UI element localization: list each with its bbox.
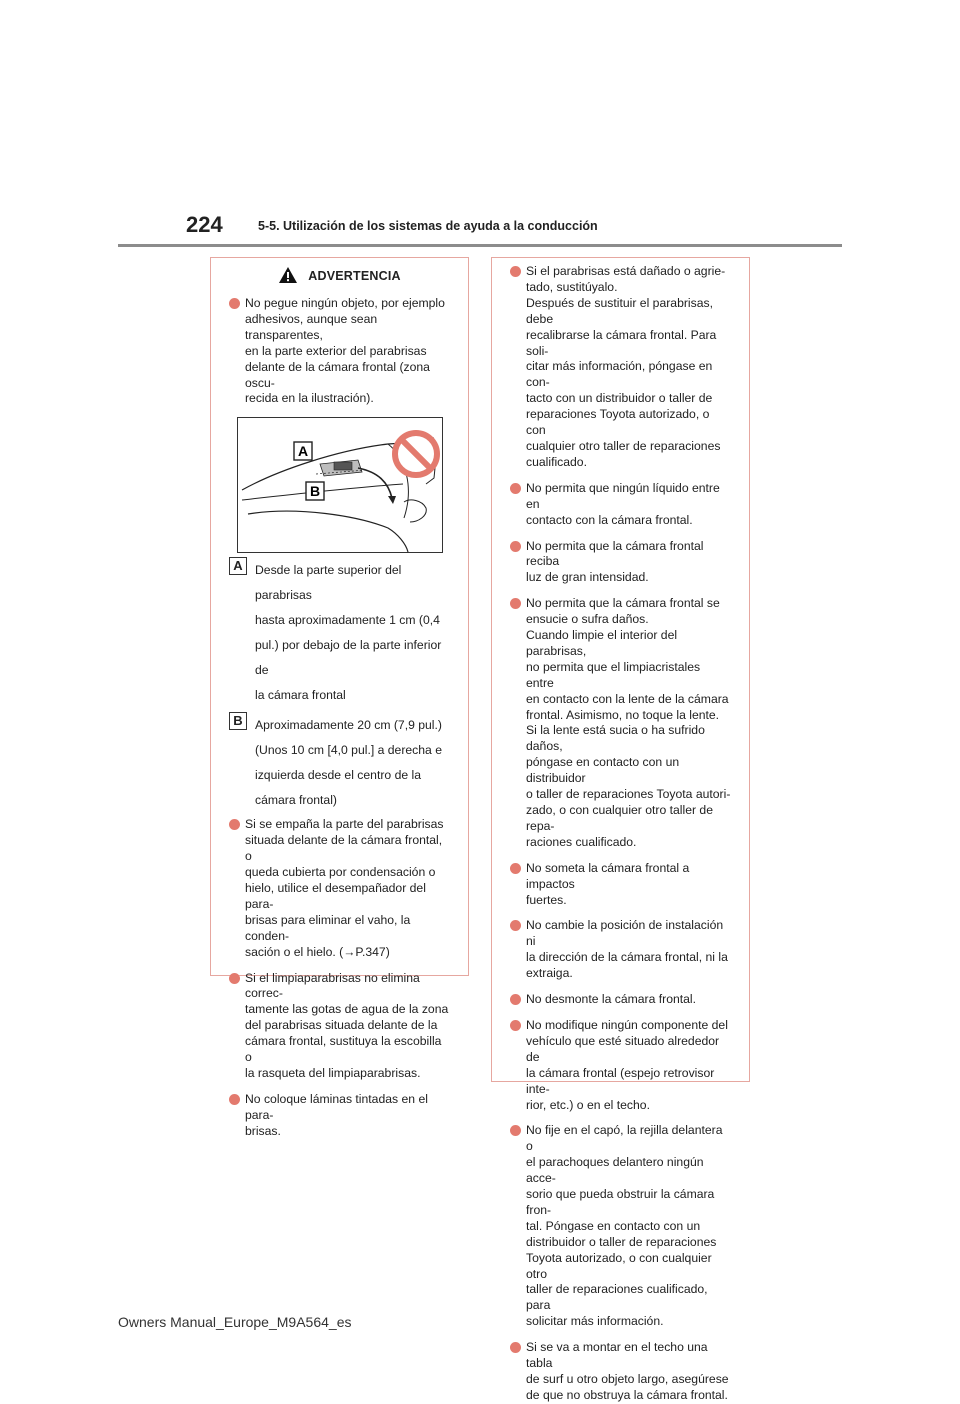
warning-item-text: No modifique ningún componente del vehículo que esté situado alrededor de la cámara frontal (espejo retrovisor inte- rior, etc.) o en el techo. — [526, 1017, 728, 1112]
warning-item-text: No permita que la cámara frontal se ensucie o sufra daños. Cuando limpie el interior del parabrisas, no permita que el limpiacristales entre en contacto con la lente de la cámara frontal. Asimismo, no toque la lente. Si la lente está sucia o ha sufrido daños, póngase en contacto con un distribuidor o taller de reparaciones Toyota autori- zado, o con cualquier otro taller de repa- raciones cualificado. — [526, 596, 731, 849]
warning-item — [510, 918, 731, 982]
bullet-dot-icon — [510, 1020, 521, 1031]
warning-item-text: No fije en el capó, la rejilla delantera o el parachoques delantero ningún acce- sorio que pueda obstruir la cámara fron- tal. Póngase en contacto con un distribuidor o taller de reparaciones Toyota autorizado, o con cualquier otro taller de reparaciones cualificado, para solicitar más información. — [526, 1123, 723, 1329]
legend-a — [229, 558, 450, 708]
page-number: 224 — [186, 212, 223, 237]
header-divider — [118, 244, 842, 247]
footer-document-id: Owners Manual_Europe_M9A564_es — [118, 1314, 352, 1330]
warning-item-text: Si se empaña la parte del parabrisas situada delante de la cámara frontal, o queda cubierta por condensación o hielo, utilice el desempañador del para- brisas para eliminar el vaho, la conden- sación o el hielo. (→P.347) — [245, 817, 444, 959]
bullet-dot-icon — [510, 1125, 521, 1136]
bullet-dot-icon — [510, 598, 521, 609]
illustration-label-a: A — [297, 443, 309, 460]
warning-item — [229, 817, 450, 960]
warning-item — [229, 1092, 450, 1140]
warning-item-text: Si el parabrisas está dañado o agrie- tado, sustitúyalo. Después de sustituir el parabrisas, debe recalibrarse la cámara frontal. Para soli- citar más información, póngase en con- tacto con un distribuidor o taller de reparaciones Toyota autorizado, o con cualquier otro taller de reparaciones cualificado. — [526, 264, 726, 469]
bullet-dot-icon — [510, 541, 521, 552]
warning-item-text: No permita que ningún líquido entre en contacto con la cámara frontal. — [526, 480, 720, 527]
warning-triangle-icon — [278, 266, 298, 284]
warning-item-text: No cambie la posición de instalación ni la dirección de la cámara frontal, ni la extraiga. — [526, 918, 728, 981]
legend-a-line: pul.) por debajo de la parte inferior de — [255, 638, 442, 678]
bullet-dot-icon — [229, 819, 240, 830]
legend-b-line: Aproximadamente 20 cm (7,9 pul.) — [255, 718, 442, 733]
warning-item — [510, 1018, 731, 1113]
section-title: 5-5. Utilización de los sistemas de ayuda a la conducción — [258, 219, 598, 233]
warning-header — [229, 266, 450, 284]
warning-item-text: No desmonte la cámara frontal. — [526, 992, 697, 1007]
warning-item — [510, 992, 731, 1008]
warning-box-left — [210, 257, 469, 1138]
bullet-dot-icon — [229, 973, 240, 984]
warning-item-text: Si se va a montar en el techo una tabla de surf u otro objeto largo, asegúrese de que no obstruya la cámara frontal. — [526, 1340, 729, 1402]
bullet-dot-icon — [229, 298, 240, 309]
warning-item — [510, 596, 731, 851]
warning-item-text: No coloque láminas tintadas en el para- brisas. — [245, 1091, 428, 1138]
warning-item — [510, 861, 731, 909]
legend-a-line: Desde la parte superior del parabrisas — [255, 563, 402, 603]
warning-item — [510, 1340, 731, 1404]
legend-b-line: (Unos 10 cm [4,0 pul.] a derecha e — [255, 743, 442, 758]
bullet-dot-icon — [510, 863, 521, 874]
warning-item-text: Si el limpiaparabrisas no elimina correc- tamente las gotas de agua de la zona del parabrisas situada delante de la cámara frontal, sustituya la escobilla o la rasqueta del limpiaparabrisas. — [245, 970, 449, 1080]
warning-item — [510, 539, 731, 587]
warning-item — [510, 481, 731, 529]
legend-b — [229, 713, 450, 813]
warning-item-text: No pegue ningún objeto, por ejemplo adhesivos, aunque sean transparentes, en la parte exterior del parabrisas delante de la cámara frontal (zona oscu- recida en la ilustración). — [245, 296, 445, 406]
legend-b-line: izquierda desde el centro de la — [255, 768, 421, 783]
illustration-label-b: B — [309, 483, 321, 500]
legend-a-letter: A — [229, 557, 247, 575]
bullet-dot-icon — [510, 1342, 521, 1353]
windshield-camera-illustration — [237, 417, 443, 553]
warning-item — [510, 264, 731, 471]
legend-b-letter: B — [229, 712, 247, 730]
bullet-dot-icon — [229, 1094, 240, 1105]
bullet-dot-icon — [510, 266, 521, 277]
prohibited-icon — [395, 433, 437, 475]
legend-a-line: la cámara frontal — [255, 688, 346, 703]
legend-a-line: hasta aproximadamente 1 cm (0,4 — [255, 613, 440, 628]
warning-box-right — [491, 257, 750, 1402]
bullet-dot-icon — [510, 483, 521, 494]
warning-item — [510, 1123, 731, 1330]
warning-item — [229, 296, 450, 407]
warning-item-text: No someta la cámara frontal a impactos fuertes. — [526, 860, 690, 907]
bullet-dot-icon — [510, 920, 521, 931]
warning-title: ADVERTENCIA — [308, 269, 401, 283]
legend-b-line: cámara frontal) — [255, 793, 337, 808]
bullet-dot-icon — [510, 994, 521, 1005]
warning-item-text: No permita que la cámara frontal reciba luz de gran intensidad. — [526, 538, 704, 585]
warning-item — [229, 971, 450, 1082]
